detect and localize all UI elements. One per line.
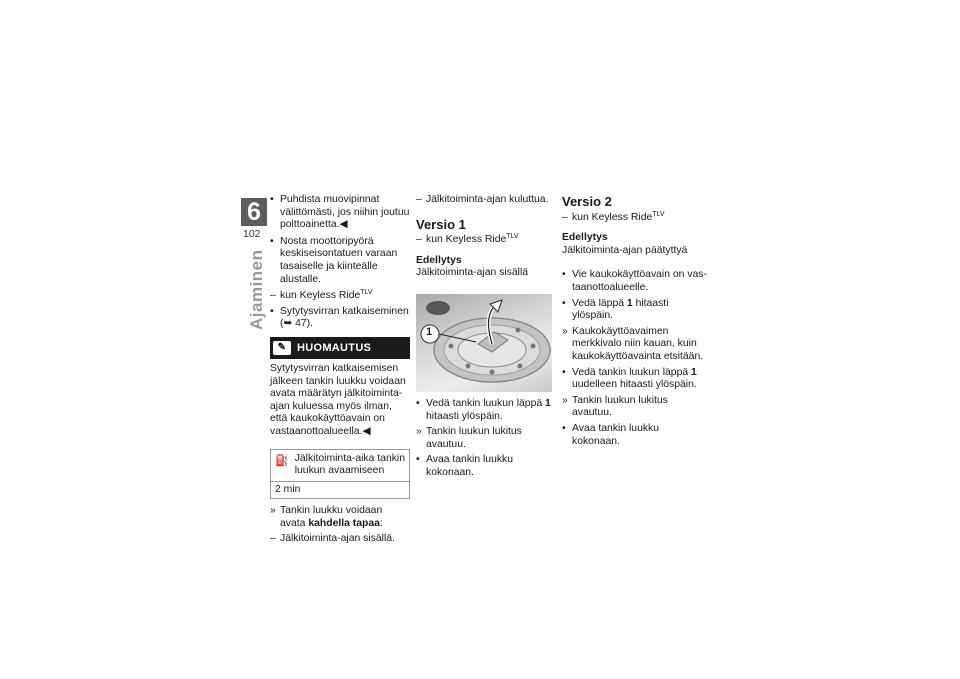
result-item: » Tankin luukku voidaan avata kahdella tapaa: [270, 505, 383, 529]
result-item [416, 426, 556, 451]
column-3 [562, 194, 707, 451]
item-text: Sytytysvirran katkaiseminen ( [280, 305, 409, 330]
callout-number: 1 [691, 366, 697, 378]
condition-item [562, 212, 707, 225]
bullet-marker: • [562, 366, 566, 378]
requirement-text: Jälkitoiminta-ajan päätyttyä [562, 244, 688, 256]
wrench-icon: ✎ [273, 341, 291, 355]
item-text: Avaa tankin luukku kokonaan. [426, 454, 514, 478]
bullet-marker: • [270, 194, 274, 205]
bullet-marker: • [562, 297, 566, 309]
bullet-marker: • [562, 269, 566, 281]
item-text: Jälkitoiminta-ajan sisällä. [280, 533, 395, 545]
item-text: Vedä tankin luukun läppä [572, 366, 689, 378]
item-text: Vedä tankin luukun läppä [426, 397, 543, 409]
condition-item [416, 234, 556, 247]
end-mark: ◀ [339, 219, 348, 231]
list-item [562, 423, 707, 448]
photo-callout: 1 [426, 325, 433, 338]
list-item [562, 367, 707, 392]
result-marker: » [562, 325, 568, 337]
item-text: kun Keyless Ride [572, 211, 653, 223]
model-superscript: TLV [506, 233, 519, 241]
condition-marker: – [416, 234, 422, 246]
item-text: Kaukokäyttöavaimen merkkivalo niin kauan, kuin kaukokäyttöavainta etsitään. [572, 325, 704, 362]
item-text: Tankin luukun lukitus avautuu. [572, 394, 668, 419]
section-heading: Versio 1 [416, 216, 466, 232]
result-marker: » [270, 505, 276, 517]
item-bold-text: kahdella tapaa [308, 517, 380, 529]
item-text: Jälkitoiminta-ajan kuluttua. [426, 194, 549, 205]
section-heading: Versio 2 [562, 194, 612, 209]
section-title: Ajaminen [247, 249, 266, 330]
bullet-marker: • [270, 305, 274, 317]
end-mark: ◀ [362, 425, 371, 437]
spec-table [270, 449, 410, 500]
list-item [270, 306, 410, 331]
condition-marker: – [416, 194, 422, 205]
condition-marker: – [270, 533, 276, 545]
notice-banner [270, 337, 410, 359]
spec-value: 2 min [275, 483, 301, 495]
spec-label: Jälkitoiminta-aika tankin luukun avaamiseen [294, 452, 406, 477]
reference-arrow-icon: ➥ [283, 318, 293, 330]
page-reference[interactable]: 47). [295, 318, 313, 330]
model-superscript: TLV [652, 210, 665, 218]
result-item [562, 326, 707, 364]
item-text: Vedä läppä [572, 297, 625, 309]
tank-flap-icon: ⛽ [275, 454, 289, 467]
list-item [562, 269, 707, 294]
item-text: Avaa tankin luukku kokonaan. [572, 422, 660, 447]
callout-number: 1 [545, 397, 551, 409]
bullet-marker: • [270, 235, 274, 247]
notice-text: Sytytysvirran katkaisemisen jälkeen tankin luukku voidaan avata määrätyn jälkitoiminta-ajan kuluessa myös ilman, että kaukokäyttöavain on vastaanottoalueella.◀ [270, 362, 406, 437]
bullet-marker: • [416, 454, 420, 466]
bullet-marker: • [416, 397, 420, 409]
column-1 [270, 194, 410, 549]
condition-marker: – [562, 211, 568, 223]
result-marker: » [416, 426, 422, 438]
item-text: Vie kaukokäyttöavain on vastaanottoalueelle. [572, 269, 707, 293]
list-item [416, 454, 556, 479]
item-text: Puhdista muovipinnat välittömästi, jos niihin joutuu polttoainetta. [280, 194, 410, 231]
fuel-cap-illustration [416, 294, 552, 392]
list-item [562, 298, 707, 323]
condition-item [270, 533, 410, 546]
item-text: Nosta moottoripyörä keskiseisontatuen varaan tasaiselle ja kiinteälle alustalle. [280, 235, 398, 285]
item-text: Tankin luukku voidaan avata [280, 505, 383, 529]
fuel-cap-photo [416, 294, 552, 392]
model-superscript: TLV [360, 289, 373, 297]
callout-number: 1 [626, 297, 633, 309]
item-text: Tankin luukun lukitus avautuu. [426, 426, 522, 450]
requirement-label: Edellytys [416, 254, 462, 266]
column-2 [416, 194, 556, 483]
bullet-marker: • [562, 422, 566, 434]
condition-marker: – [270, 290, 276, 302]
result-item [562, 395, 707, 420]
list-item [270, 236, 410, 286]
item-text: hitaasti ylöspäin. [572, 297, 669, 322]
notice-title: HUOMAUTUS [297, 341, 372, 354]
list-item [416, 398, 556, 423]
chapter-tab: 6 [241, 198, 267, 226]
item-text: kun Keyless Ride [426, 234, 507, 246]
item-text: uudelleen hitaasti ylöspäin. [572, 379, 697, 391]
requirement-label: Edellytys [562, 232, 608, 244]
condition-item [270, 290, 410, 303]
item-text: hitaasti ylöspäin. [426, 410, 503, 422]
condition-item [416, 194, 556, 207]
item-text: kun Keyless Ride [280, 290, 361, 302]
spec-row [271, 450, 409, 482]
result-marker: » [562, 394, 568, 406]
page-number: 102 [243, 228, 261, 240]
requirement-text: Jälkitoiminta-ajan sisällä [416, 267, 529, 279]
list-item [270, 194, 410, 232]
